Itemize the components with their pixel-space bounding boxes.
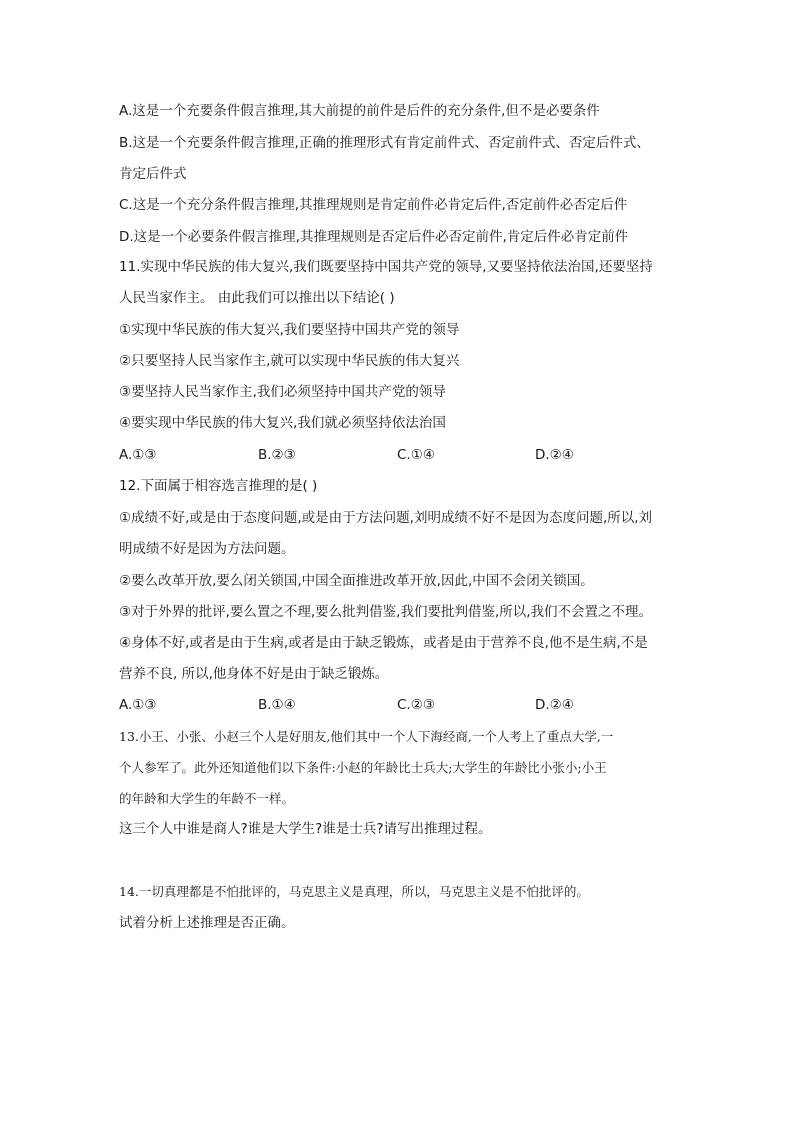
q12-item2: ②要么改革开放,要么闭关锁国,中国全面推进改革开放,因此,中国不会闭关锁国。 — [119, 573, 594, 589]
q11-stem-line1: 11.实现中华民族的伟大复兴,我们既要坚持中国共产党的领导,又要坚持依法治国,还要坚持 — [119, 259, 653, 275]
q12-stem: 12.下面属于相容选言推理的是( ) — [119, 478, 318, 494]
q10-option-b-line1: B.这是一个充要条件假言推理,正确的推理形式有肯定前件式、否定前件式、否定后件式、 — [119, 135, 650, 151]
q12-item4-line1: ④身体不好,或者是由于生病,或者是由于缺乏锻炼，或者是由于营养不良,他不是生病,不是 — [119, 635, 648, 651]
q12-item3: ③对于外界的批评,要么置之不理,要么批判借鉴,我们要批判借鉴,所以,我们不会置之不理。 — [119, 604, 653, 620]
q11-choice-c: C.①④ — [397, 447, 435, 463]
q11-choice-b: B.②③ — [258, 447, 296, 463]
q11-item2: ②只要坚持人民当家作主,就可以实现中华民族的伟大复兴 — [119, 353, 460, 369]
q10-option-d: D.这是一个必要条件假言推理,其推理规则是否定后件必否定前件,肯定后件必肯定前件 — [119, 229, 629, 245]
q12-item4-line2: 营养不良, 所以,他身体不好是由于缺乏锻炼。 — [119, 666, 389, 682]
q12-choice-c: C.②③ — [397, 697, 435, 713]
q10-option-b-line2: 肯定后件式 — [119, 166, 187, 182]
q12-choice-b: B.①④ — [258, 697, 296, 713]
q13-line4: 这三个人中谁是商人?谁是大学生?谁是士兵?请写出推理过程。 — [119, 821, 492, 837]
q11-item1: ①实现中华民族的伟大复兴,我们要坚持中国共产党的领导 — [119, 322, 460, 338]
q12-item1-line2: 明成绩不好是因为方法问题。 — [119, 541, 295, 557]
q11-item4: ④要实现中华民族的伟大复兴,我们就必须坚持依法治国 — [119, 415, 446, 431]
q13-line3: 的年龄和大学生的年龄不一样。 — [119, 791, 295, 806]
q12-choices — [119, 695, 719, 715]
q11-choice-a: A.①③ — [119, 447, 157, 463]
q10-option-a: A.这是一个充要条件假言推理,其大前提的前件是后件的充分条件,但不是必要条件 — [119, 103, 600, 119]
q11-item3: ③要坚持人民当家作主,我们必须坚持中国共产党的领导 — [119, 384, 446, 400]
q10-option-c: C.这是一个充分条件假言推理,其推理规则是肯定前件必肯定后件,否定前件必否定后件 — [119, 197, 628, 213]
q11-choice-d: D.②④ — [535, 447, 574, 463]
q12-choice-a: A.①③ — [119, 697, 157, 713]
q14-line1: 14.一切真理都是不怕批评的，马克思主义是真理，所以，马克思主义是不怕批评的。 — [119, 884, 589, 899]
q13-line1: 13.小王、小张、小赵三个人是好朋友,他们其中一个人下海经商,一个人考上了重点大学,一 — [119, 729, 614, 744]
q12-choice-d: D.②④ — [535, 697, 574, 713]
q12-item1-line1: ①成绩不好,或是由于态度问题,或是由于方法问题,刘明成绩不好不是因为态度问题,所以,刘 — [119, 510, 653, 526]
q11-stem-line2: 人民当家作主。 由此我们可以推出以下结论( ) — [119, 290, 395, 306]
q14-line2: 试着分析上述推理是否正确。 — [119, 915, 295, 931]
q11-choices — [119, 445, 719, 465]
q13-line2: 个人参军了。此外还知道他们以下条件:小赵的年龄比士兵大;大学生的年龄比小张小;小王 — [119, 760, 607, 775]
